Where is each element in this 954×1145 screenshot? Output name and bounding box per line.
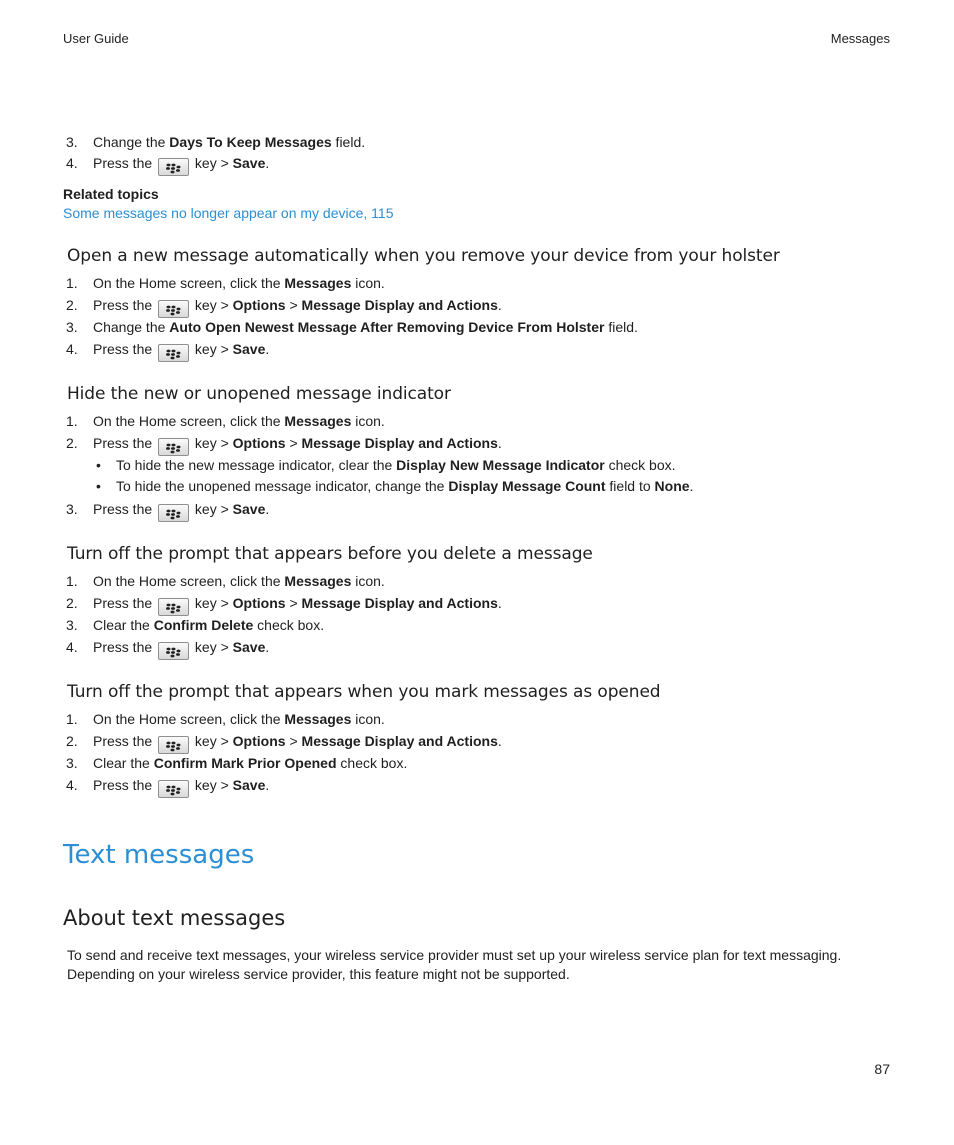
blackberry-menu-key-icon — [158, 504, 189, 522]
section-heading: Hide the new or unopened message indicator — [67, 384, 451, 404]
related-topics-heading: Related topics — [63, 186, 159, 202]
blackberry-menu-key-icon — [158, 780, 189, 798]
blackberry-menu-key-icon — [158, 438, 189, 456]
blackberry-menu-key-icon — [158, 158, 189, 176]
section-heading: Open a new message automatically when you remove your device from your holster — [67, 246, 780, 266]
body-paragraph: To send and receive text messages, your wireless service provider must set up your wireless service plan for text messaging. Depending on your wireless service provider, this feature might not be supported. — [67, 947, 842, 982]
page-number: 87 — [874, 1061, 890, 1077]
section-heading: Turn off the prompt that appears before you delete a message — [67, 544, 593, 564]
blackberry-menu-key-icon — [158, 344, 189, 362]
running-header-title: User Guide — [63, 31, 129, 46]
section-heading: Turn off the prompt that appears when you mark messages as opened — [67, 682, 661, 702]
topic-title: About text messages — [63, 906, 286, 930]
blackberry-menu-key-icon — [158, 598, 189, 616]
related-topic-link[interactable]: Some messages no longer appear on my device, 115 — [63, 205, 394, 221]
chapter-title: Text messages — [63, 840, 255, 870]
blackberry-menu-key-icon — [158, 736, 189, 754]
running-header-section: Messages — [830, 31, 890, 46]
blackberry-menu-key-icon — [158, 300, 189, 318]
blackberry-menu-key-icon — [158, 642, 189, 660]
